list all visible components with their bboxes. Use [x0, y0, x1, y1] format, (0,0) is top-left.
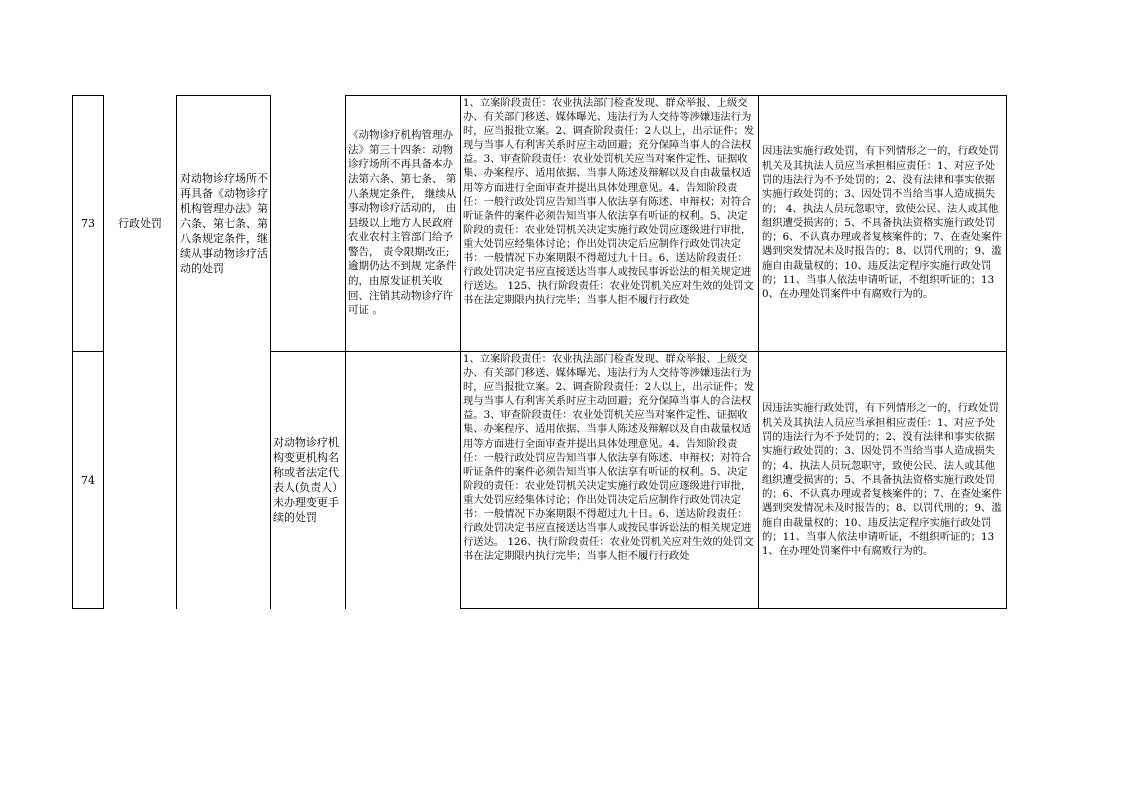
row-number-cell	[72, 351, 104, 609]
grid-line	[758, 95, 759, 609]
grid-line	[103, 95, 104, 609]
grid-line	[1006, 95, 1007, 609]
category-text: 行政处罚	[118, 217, 162, 230]
row-number-cell	[72, 95, 104, 351]
table-row	[72, 351, 1007, 609]
accountability-text: 因违法实施行政处罚，有下列情形之一的，行政处罚机关及其执法人员应当承担相应责任：1、对应予处罚的违法行为不予处罚的；2、没有法律和事实依据实施行政处罚的；3、因处罚不当给当事人造成损失的； 4、执法人员玩忽职守，致使公民、法人或其他组织遭受损害的；5、不具备执法资格实施行政处罚的；6、不认真办理或者复核案件的；7、在查处案件遇到突发情况未及时报告的；8、以罚代刑的；9、滥施自由裁量权的；10、违反法定程序实施行政处罚的；11、当事人依法申请听证，不组织听证的；130、在办理处罚案件中有腐败行为的。	[762, 145, 1002, 301]
legal-basis-cell	[345, 351, 460, 609]
grid-line	[72, 95, 73, 609]
responsibility-cell	[460, 351, 758, 609]
sub-item-cell	[270, 351, 345, 609]
category-cell	[104, 95, 176, 351]
sub-item-cell	[270, 95, 345, 351]
grid-line	[72, 351, 104, 352]
sub-item-text: 对动物诊疗机构变更机构名称或者法定代表人(负责人）未办理变更手续的处罚	[273, 436, 339, 524]
category-cell	[104, 351, 176, 609]
item-name-cell	[176, 351, 270, 609]
grid-line	[176, 95, 177, 609]
grid-line	[72, 95, 104, 96]
row-number: 73	[81, 216, 95, 230]
responsibility-cell	[460, 95, 758, 351]
grid-line	[345, 95, 346, 609]
accountability-cell	[758, 351, 1007, 609]
item-name-text: 对动物诊疗场所不再具备《动物诊疗机构管理办法》第六条、第七条、第八条规定条件，继续从事动物诊疗活动的处罚	[180, 171, 268, 275]
grid-line	[460, 95, 461, 609]
grid-line	[72, 608, 104, 609]
responsibility-text: 1、立案阶段责任：农业执法部门检查发现、群众举报、上级交办、有关部门移送、媒体曝光、违法行为人交待等涉嫌违法行为时，应当报批立案。2、调查阶段责任：2人以上，出示证件；发现与当事人有利害关系时应主动回避；充分保障当事人的合法权益。3、审查阶段责任：农业处罚机关应当对案件定性、证据收集、办案程序、适用依据、当事人陈述及辩解以及自由裁量权适用等方面进行全面审查并提出具体处理意见。4、告知阶段责任：一般行政处罚应告知当事人依法享有陈述、申辩权；对符合听证条件的案件必须告知当事人依法享有听证的权利。5、决定阶段的责任：农业处罚机关决定实施行政处罚应逐级进行审批，重大处罚应经集体讨论；作出处罚决定后应制作行政处罚决定书：一般情况下办案期限不得超过九十日。6、送达阶段责任：行政处罚决定书应直接送达当事人或按民事诉讼法的相关规定进行送达。 125、执行阶段责任：农业处罚机关应对生效的处罚文书在法定期限内执行完毕；当事人拒不履行行政处	[463, 97, 755, 307]
document-table	[72, 95, 1007, 609]
legal-basis-text: 《动物诊疗机构管理办法》第三十四条：动物诊疗场所不再具备本办法第六条、第七条、 第八条规定条件， 继续从事动物诊疗活动的， 由县级以上地方人民政府农业农村主管部门给予警告， 责令限期改正;逾期仍达不到规 定条件的，由原发证机关收回、注销其动物诊疗许可证 。	[348, 129, 457, 317]
table-row	[72, 95, 1007, 351]
accountability-cell	[758, 95, 1007, 351]
grid-line	[345, 95, 1007, 96]
legal-basis-cell	[345, 95, 460, 351]
item-name-cell	[176, 95, 270, 351]
grid-line	[176, 95, 270, 96]
responsibility-text: 1、立案阶段责任：农业执法部门检查发现、群众举报、上级交办、有关部门移送、媒体曝光、违法行为人交待等涉嫌违法行为时，应当报批立案。2、调查阶段责任：2人以上，出示证件；发现与当事人有利害关系时应主动回避；充分保障当事人的合法权益。3、审查阶段责任：农业处罚机关应当对案件定性、证据收集、办案程序、适用依据、当事人陈述及辩解以及自由裁量权适用等方面进行全面审查并提出具体处理意见。4、告知阶段责任：一般行政处罚应告知当事人依法享有陈述、申辩权；对符合听证条件的案件必须告知当事人依法享有听证的权利。5、决定阶段的责任：农业处罚机关决定实施行政处罚应逐级进行审批，重大处罚应经集体讨论；作出处罚决定后应制作行政处罚决定书：一般情况下办案期限不得超过九十日。6、送达阶段责任：行政处罚决定书应直接送达当事人或按民事诉讼法的相关规定进行送达。 126、执行阶段责任：农业处罚机关应对生效的处罚文书在法定期限内执行完毕；当事人拒不履行行政处	[463, 353, 755, 563]
accountability-text: 因违法实施行政处罚，有下列情形之一的，行政处罚机关及其执法人员应当承担相应责任：1、对应予处罚的违法行为不予处罚的；2、没有法律和事实依据实施行政处罚的；3、因处罚不当给当事人造成损失的；4、执法人员玩忽职守，致使公民、法人或其他组织遭受损害的；5、不具备执法资格实施行政处罚的；6、不认真办理或者复核案件的；7、在查处案件遇到突发情况未及时报告的；8、以罚代刑的；9、滥施自由裁量权的；10、违反法定程序实施行政处罚的；11、当事人依法申请听证，不组织听证的；131、在办理处罚案件中有腐败行为的。	[762, 402, 1002, 558]
grid-line	[460, 608, 1007, 609]
row-number: 74	[81, 473, 95, 487]
grid-line	[270, 95, 271, 609]
grid-line	[270, 351, 1007, 352]
